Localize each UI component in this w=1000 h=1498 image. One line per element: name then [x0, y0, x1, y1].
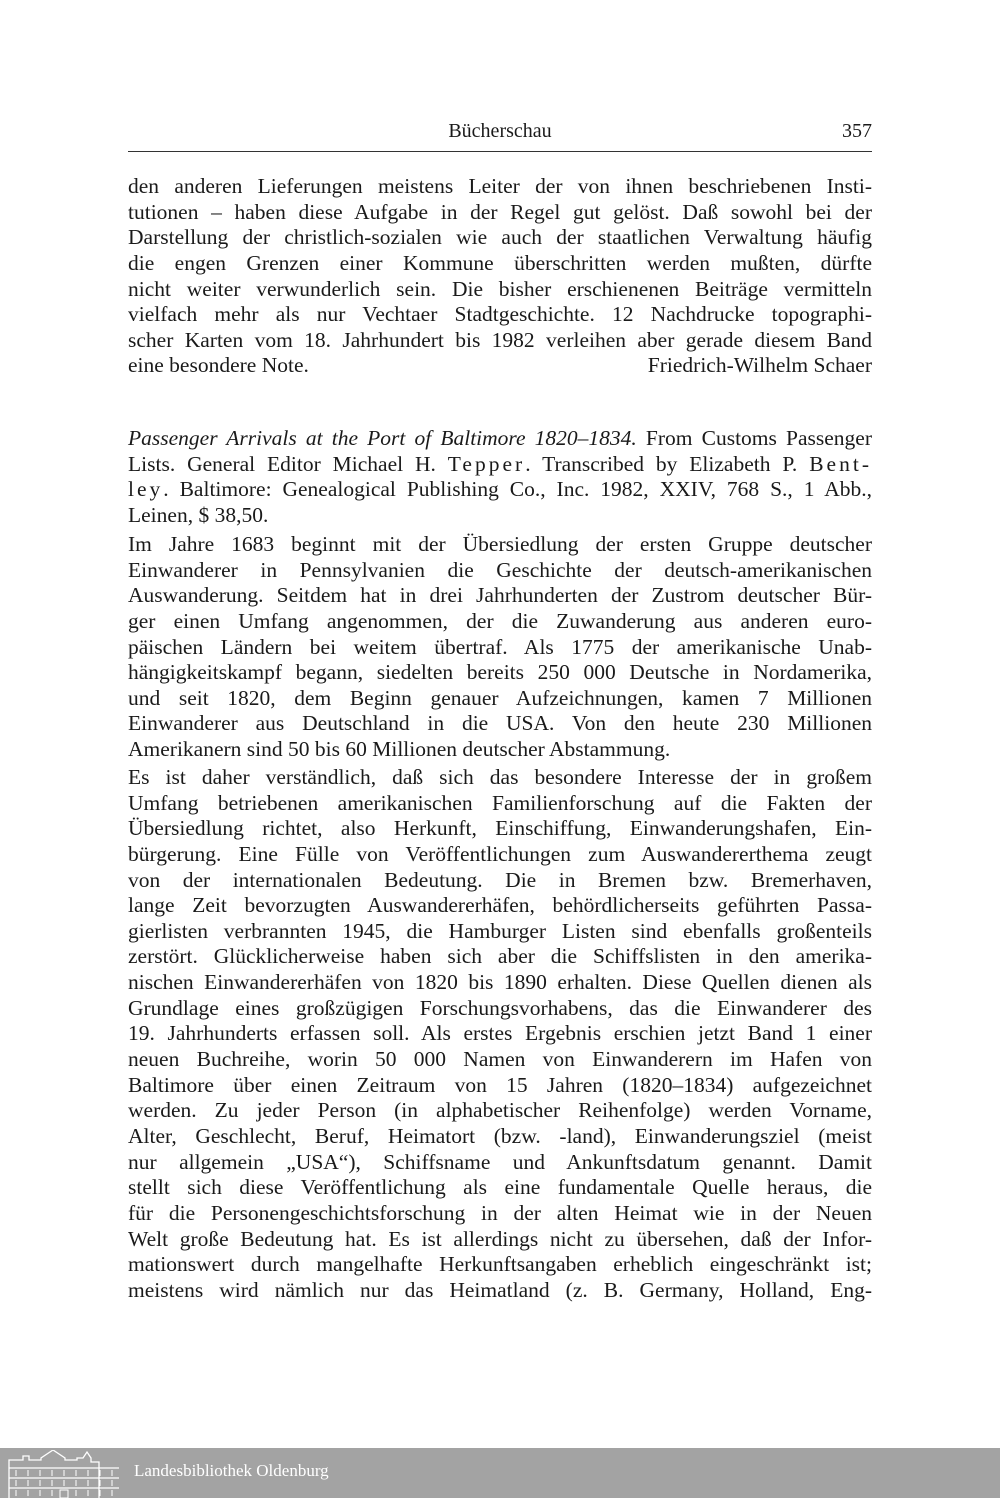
- paragraph-4: [128, 765, 872, 1303]
- text-line: Grundlage eines großzügigen Forschungsvorhabens, das die Einwanderer des: [128, 995, 872, 1020]
- text-line: päischen Ländern bei weitem übertraf. Als 1775 der amerikanische Unab-: [128, 634, 872, 659]
- text-line: vielfach mehr als nur Vechtaer Stadtgeschichte. 12 Nachdrucke topographi-: [128, 302, 872, 327]
- text-line: nur allgemein „USA“), Schiffsname und Ankunftsdatum genannt. Damit: [128, 1149, 872, 1174]
- citation-text: . Transcribed by Elizabeth P.: [525, 451, 810, 476]
- header-rule: [128, 151, 872, 152]
- text-line-end: eine besondere Note.: [128, 353, 309, 378]
- text-line: hängigkeitskampf begann, siedelten bereits 250 000 Deutsche in Nordamerika,: [128, 660, 872, 685]
- reviewer-name: Friedrich-Wilhelm Schaer: [647, 353, 872, 378]
- text-line: meistens wird nämlich nur das Heimatland (z. B. Germany, Holland, Eng-: [128, 1277, 872, 1302]
- text-line: Alter, Geschlecht, Beruf, Heimatort (bzw. -land), Einwanderungsziel (meist: [128, 1123, 872, 1148]
- library-building-icon: [6, 1450, 122, 1498]
- text-line: Darstellung der christlich-sozialen wie auch der staatlichen Verwaltung häufig: [128, 225, 872, 250]
- text-line: Es ist daher verständlich, daß sich das besondere Interesse der in großem: [128, 765, 872, 789]
- text-line: nicht weiter verwunderlich sein. Die bisher erschienenen Beiträge vermitteln: [128, 276, 872, 301]
- library-name: Landesbibliothek Oldenburg: [134, 1461, 329, 1480]
- text-line: Welt große Bedeutung hat. Es ist allerdings nicht zu übersehen, daß der Infor-: [128, 1226, 872, 1251]
- page-number: 357: [842, 120, 872, 142]
- text-line: gierlisten verbrannten 1945, die Hamburger Listen sind ebenfalls großenteils: [128, 918, 872, 943]
- text-line: neuen Buchreihe, worin 50 000 Namen von Einwanderern im Hafen von: [128, 1047, 872, 1072]
- library-footer: [0, 1448, 1000, 1498]
- text-line: lange Zeit bevorzugten Auswandererhäfen, behördlicherseits geführten Passa-: [128, 893, 872, 918]
- text-line: Amerikanern sind 50 bis 60 Millionen deutscher Abstammung.: [128, 737, 671, 762]
- text-line: Einwanderer in Pennsylvanien die Geschichte der deutsch-amerikanischen: [128, 557, 872, 582]
- text-line: Übersiedlung richtet, also Herkunft, Einschiffung, Einwanderungshafen, Ein-: [128, 816, 872, 841]
- paragraph-1: [128, 174, 872, 379]
- text-line: ger einen Umfang angenommen, der die Zuwanderung aus anderen euro-: [128, 608, 872, 633]
- text-line: Im Jahre 1683 beginnt mit der Übersiedlung der ersten Gruppe deutscher: [128, 532, 872, 556]
- transcriber-name: Bent-: [809, 451, 872, 476]
- citation-text: . Baltimore: Genealogical Publishing Co., Inc. 1982, XXIV, 768 S., 1 Abb.,: [163, 477, 872, 502]
- review-citation: [128, 426, 872, 529]
- text-line: von der internationalen Bedeutung. Die in Bremen bzw. Bremerhaven,: [128, 867, 872, 892]
- text-line: zerstört. Glücklicherweise haben sich aber die Schiffslisten in den amerika-: [128, 944, 872, 969]
- text-line: bürgerung. Eine Fülle von Veröffentlichungen zum Auswandererthema zeugt: [128, 841, 872, 866]
- text-line: für die Personengeschichtsforschung in der alten Heimat wie in der Neuen: [128, 1200, 872, 1225]
- citation-text: Lists. General Editor Michael H.: [128, 451, 448, 476]
- text-line: die engen Grenzen einer Kommune überschritten werden mußten, dürfte: [128, 250, 872, 275]
- text-line: [128, 353, 872, 379]
- citation-text: From Customs Passenger: [636, 426, 872, 450]
- paragraph-3: [128, 532, 872, 763]
- text-line: stellt sich diese Veröffentlichung als eine fundamentale Quelle heraus, die: [128, 1175, 872, 1200]
- text-line: Umfang betriebenen amerikanischen Familienforschung auf die Fakten der: [128, 790, 872, 815]
- text-line: werden. Zu jeder Person (in alphabetischer Reihenfolge) werden Vorname,: [128, 1098, 872, 1123]
- text-line: 19. Jahrhunderts erfassen soll. Als erstes Ergebnis erschien jetzt Band 1 einer: [128, 1021, 872, 1046]
- text-line: Baltimore über einen Zeitraum von 15 Jahren (1820–1834) aufgezeichnet: [128, 1072, 872, 1097]
- book-title: Passenger Arrivals at the Port of Baltimore 1820–1834.: [128, 426, 637, 450]
- text-line: den anderen Lieferungen meistens Leiter der von ihnen beschriebenen Insti-: [128, 174, 872, 198]
- citation-line: Leinen, $ 38,50.: [128, 502, 269, 527]
- text-line: Einwanderer aus Deutschland in die USA. Von den heute 230 Millionen: [128, 711, 872, 736]
- section-title: Bücherschau: [448, 120, 552, 142]
- citation-line: [128, 477, 872, 503]
- text-line: tutionen – haben diese Aufgabe in der Regel gut gelöst. Daß sowohl bei der: [128, 199, 872, 224]
- citation-line: [128, 452, 872, 478]
- text-line: scher Karten vom 18. Jahrhundert bis 1982 verleihen aber gerade diesem Band: [128, 327, 872, 352]
- citation-line: [128, 426, 872, 452]
- text-line: und seit 1820, dem Beginn genauer Aufzeichnungen, kamen 7 Millionen: [128, 685, 872, 710]
- text-line: mationswert durch mangelhafte Herkunftsangaben erheblich eingeschränkt ist;: [128, 1252, 872, 1277]
- transcriber-name: ley: [128, 477, 164, 502]
- text-line: Auswanderung. Seitdem hat in drei Jahrhunderten der Zustrom deutscher Bür-: [128, 583, 872, 608]
- editor-name: Tepper: [447, 451, 526, 476]
- running-header: [128, 120, 872, 146]
- text-line: nischen Einwandererhäfen von 1820 bis 1890 erhalten. Diese Quellen dienen als: [128, 970, 872, 995]
